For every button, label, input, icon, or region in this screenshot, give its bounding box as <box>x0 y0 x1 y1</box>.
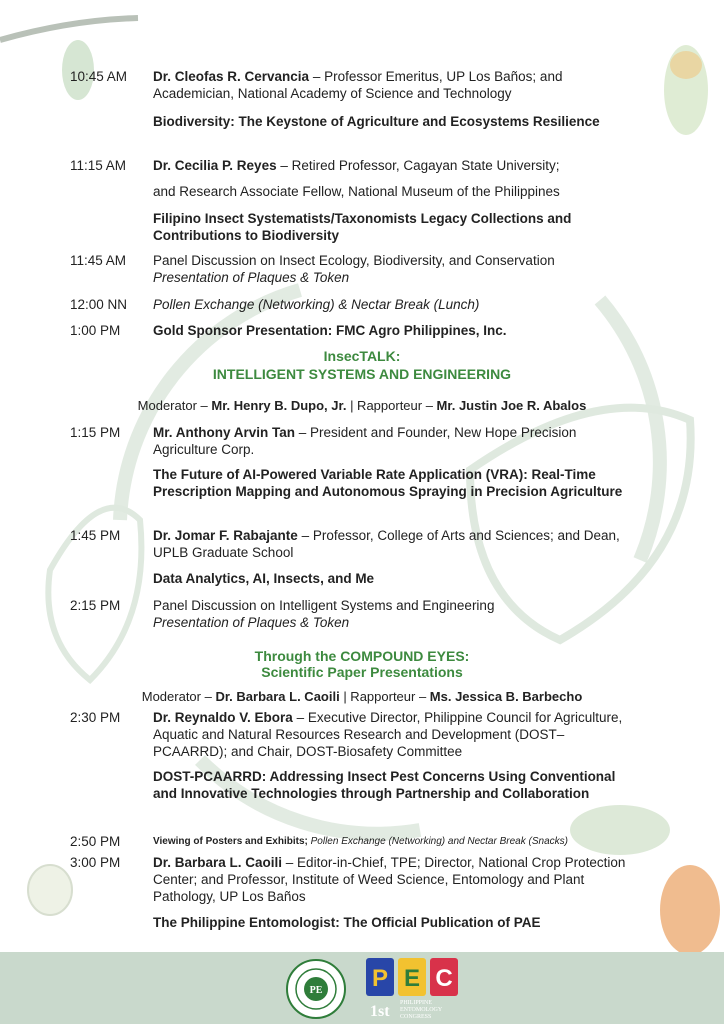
event: Gold Sponsor Presentation: FMC Agro Philippines, Inc. <box>153 323 507 338</box>
event: Panel Discussion on Intelligent Systems and Engineering <box>153 598 495 613</box>
svg-text:PHILIPPINE: PHILIPPINE <box>400 1000 433 1006</box>
event: Pollen Exchange (Networking) & Nectar Break (Lunch) <box>153 297 480 312</box>
event-note: Presentation of Plaques & Token <box>153 615 350 630</box>
speaker-affiliation: – President and Founder, New Hope Precision Agriculture Corp. <box>153 425 577 457</box>
speaker-affiliation: – Executive Director, Philippine Council for Agriculture, Aquatic and Natural Resources Research and Development (DOST–PCAARRD); and Chair, DOST-Biosafety Committee <box>153 710 623 759</box>
time: 1:00 PM <box>70 323 121 338</box>
event-note: Pollen Exchange (Networking) and Nectar Break (Snacks) <box>307 836 568 847</box>
time: 10:45 AM <box>70 69 128 84</box>
speaker-affiliation: – Professor, College of Arts and Sciences; and Dean, UPLB Graduate School <box>153 528 620 560</box>
moderator-label: Moderator – <box>137 398 212 413</box>
time: 1:45 PM <box>70 528 121 543</box>
speaker-name: Dr. Barbara L. Caoili <box>153 855 283 870</box>
rapporteur-name: Mr. Justin Joe R. Abalos <box>436 398 587 413</box>
footer-band <box>0 952 724 1024</box>
speaker-name: Dr. Cecilia P. Reyes <box>153 158 277 173</box>
rapporteur-name: Ms. Jessica B. Barbecho <box>429 689 583 704</box>
svg-text:E: E <box>403 965 421 992</box>
section-subtitle: Scientific Paper Presentations <box>261 664 463 680</box>
time: 12:00 NN <box>70 297 128 312</box>
svg-text:P: P <box>371 965 389 992</box>
speaker-name: Dr. Cleofas R. Cervancia <box>153 69 310 84</box>
svg-text:ENTOMOLOGY: ENTOMOLOGY <box>400 1007 443 1013</box>
svg-text:CONGRESS: CONGRESS <box>400 1014 432 1020</box>
talk-title: Data Analytics, AI, Insects, and Me <box>153 571 375 586</box>
svg-text:C: C <box>435 965 453 992</box>
time: 3:00 PM <box>70 855 121 870</box>
svg-text:PE: PE <box>309 985 323 996</box>
moderator-name: Mr. Henry B. Dupo, Jr. <box>211 398 347 413</box>
time: 1:15 PM <box>70 425 121 440</box>
time: 2:50 PM <box>70 834 121 849</box>
pec-congress-logo <box>362 956 467 1022</box>
speaker-affiliation: – Editor-in-Chief, TPE; Director, National Crop Protection Center; and Professor, Institute of Weed Science, Entomology and Plant Pathology, UP Los Baños <box>153 855 626 904</box>
pae-seal-logo <box>285 958 347 1020</box>
talk-title: The Future of AI-Powered Variable Rate Application (VRA): Real-Time Prescription Mapping and Autonomous Spraying in Precision Agriculture <box>153 467 623 499</box>
speaker-name: Mr. Anthony Arvin Tan <box>153 425 296 440</box>
time: 2:30 PM <box>70 710 121 725</box>
moderator-label: Moderator – <box>141 689 216 704</box>
section-title: InsecTALK: <box>323 348 401 364</box>
moderator-line <box>0 397 724 414</box>
talk-title: Filipino Insect Systematists/Taxonomists Legacy Collections and Contributions to Biodiversity <box>153 211 572 243</box>
speaker-affiliation-2: and Research Associate Fellow, National Museum of the Philippines <box>153 184 560 199</box>
event: Panel Discussion on Insect Ecology, Biodiversity, and Conservation <box>153 253 555 268</box>
event-note: Presentation of Plaques & Token <box>153 270 350 285</box>
rapporteur-label: | Rapporteur – <box>339 689 430 704</box>
svg-text:1st: 1st <box>370 1003 390 1020</box>
time: 2:15 PM <box>70 598 121 613</box>
time: 11:45 AM <box>70 253 127 268</box>
talk-title: Biodiversity: The Keystone of Agriculture and Ecosystems Resilience <box>153 114 600 129</box>
time: 11:15 AM <box>70 158 127 173</box>
talk-title: The Philippine Entomologist: The Official Publication of PAE <box>153 915 541 930</box>
moderator-name: Dr. Barbara L. Caoili <box>215 689 340 704</box>
rapporteur-label: | Rapporteur – <box>346 398 437 413</box>
speaker-affiliation: – Professor Emeritus, UP Los Baños; and Academician, National Academy of Science and Technology <box>153 69 563 101</box>
speaker-name: Dr. Jomar F. Rabajante <box>153 528 298 543</box>
moderator-line <box>0 688 724 705</box>
speaker-name: Dr. Reynaldo V. Ebora <box>153 710 293 725</box>
section-subtitle: INTELLIGENT SYSTEMS AND ENGINEERING <box>212 366 512 382</box>
talk-title: DOST-PCAARRD: Addressing Insect Pest Concerns Using Conventional and Innovative Technologies through Partnership and Collaboration <box>153 769 616 801</box>
event: Viewing of Posters and Exhibits; <box>153 836 308 847</box>
speaker-affiliation: – Retired Professor, Cagayan State University; <box>276 158 560 173</box>
section-title: Through the COMPOUND EYES: <box>254 648 470 664</box>
